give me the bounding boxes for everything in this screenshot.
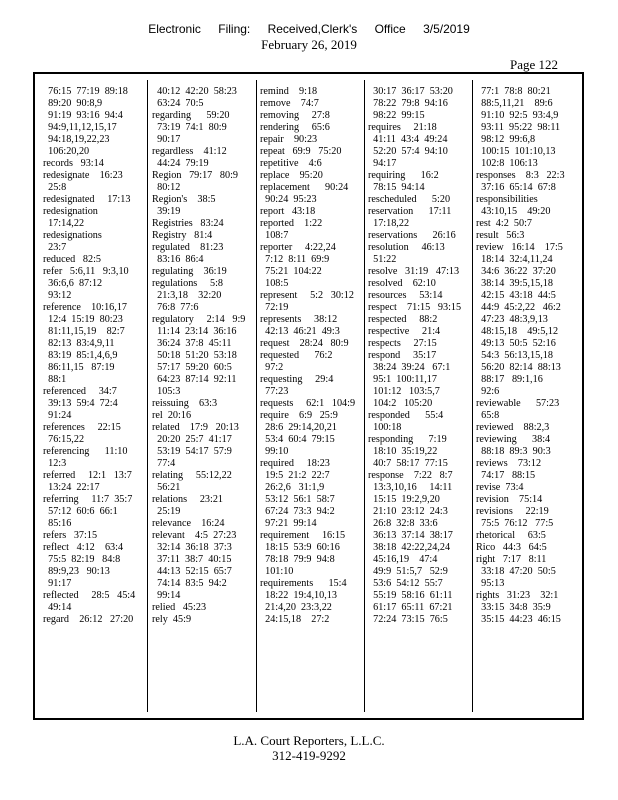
- index-entry: requesting 29:4: [260, 374, 334, 385]
- index-entry: referencing 11:10: [43, 446, 128, 457]
- index-entry: 36:24 37:8 45:11: [152, 338, 232, 349]
- index-entry: 26:2,6 31:1,9: [260, 482, 325, 493]
- filing-header: [0, 22, 618, 36]
- index-entry: responding 7:19: [368, 434, 447, 445]
- index-entry: related 17:9 20:13: [152, 422, 239, 433]
- index-entry: 91:24: [43, 410, 72, 421]
- index-entry: redesignated 17:13: [43, 194, 131, 205]
- index-entry: 63:24 70:5: [152, 98, 204, 109]
- index-entry: 23:7: [43, 242, 67, 253]
- index-entry: 55:19 58:16 61:11: [368, 590, 453, 601]
- index-entry: 30:17 36:17 53:20: [368, 86, 453, 97]
- index-entry: rights 31:23 32:1: [476, 590, 559, 601]
- column-divider: [147, 80, 148, 712]
- index-entry: requiring 16:2: [368, 170, 439, 181]
- index-column-3: [260, 86, 360, 714]
- index-entry: requires 21:18: [368, 122, 437, 133]
- index-entry: refer 5:6,11 9:3,10: [43, 266, 129, 277]
- header-electronic: Electronic: [148, 22, 201, 36]
- index-entry: 7:12 8:11 69:9: [260, 254, 330, 265]
- index-entry: 88:1: [43, 374, 67, 385]
- index-entry: 44:9 45:2,22 46:2: [476, 302, 561, 313]
- index-entry: regulations 5:8: [152, 278, 224, 289]
- index-entry: 25:19: [152, 506, 181, 517]
- index-entry: regulatory 2:14 9:9: [152, 314, 246, 325]
- index-entry: 49:14: [43, 602, 72, 613]
- index-entry: 21:3,18 32:20: [152, 290, 222, 301]
- index-entry: 77:23: [260, 386, 289, 397]
- index-entry: replace 95:20: [260, 170, 323, 181]
- index-entry: 37:11 38:7 40:15: [152, 554, 232, 565]
- index-entry: 78:18 79:9 94:8: [260, 554, 335, 565]
- index-entry: 53:19 54:17 57:9: [152, 446, 232, 457]
- index-entry: resources 53:14: [368, 290, 443, 301]
- index-entry: 86:11,15 87:19: [43, 362, 115, 373]
- index-entry: 26:8 32:8 33:6: [368, 518, 438, 529]
- index-entry: reissuing 63:3: [152, 398, 218, 409]
- index-entry: 108:7: [260, 230, 289, 241]
- index-entry: redesignations: [43, 230, 102, 241]
- index-entry: 57:17 59:20 60:5: [152, 362, 232, 373]
- index-entry: 108:5: [260, 278, 289, 289]
- page-number: Page 122: [509, 57, 558, 72]
- index-entry: regarding 59:20: [152, 110, 230, 121]
- index-entry: 36:13 37:14 38:17: [368, 530, 453, 541]
- index-entry: remove 74:7: [260, 98, 319, 109]
- index-entry: regulated 81:23: [152, 242, 224, 253]
- index-entry: right 7:17 8:11: [476, 554, 547, 565]
- footer-phone: 312-419-9292: [272, 748, 346, 763]
- index-entry: 18:14 32:4,11,24: [476, 254, 553, 265]
- index-entry: respect 71:15 93:15: [368, 302, 462, 313]
- index-entry: 97:2: [260, 362, 284, 373]
- index-entry: reservation 17:11: [368, 206, 452, 217]
- index-entry: 18:10 35:19,22: [368, 446, 438, 457]
- index-entry: 39:19: [152, 206, 181, 217]
- index-entry: referenced 34:7: [43, 386, 117, 397]
- index-entry: 56:20 82:14 88:13: [476, 362, 561, 373]
- index-entry: 98:12 99:6,8: [476, 134, 536, 145]
- index-entry: 72:24 73:15 76:5: [368, 614, 448, 625]
- index-entry: 53:6 54:12 55:7: [368, 578, 443, 589]
- index-entry: required 18:23: [260, 458, 330, 469]
- header-filing: Filing:: [218, 22, 251, 36]
- index-entry: 77:1 78:8 80:21: [476, 86, 551, 97]
- index-entry: requirement 16:15: [260, 530, 346, 541]
- index-entry: 57:12 60:6 66:1: [43, 506, 118, 517]
- index-entry: reviewing 38:4: [476, 434, 551, 445]
- index-entry: 90:24 95:23: [260, 194, 317, 205]
- index-entry: 44:13 52:15 65:7: [152, 566, 232, 577]
- index-entry: 105:3: [152, 386, 181, 397]
- index-entry: 25:8: [43, 182, 67, 193]
- index-entry: 74:14 83:5 94:2: [152, 578, 227, 589]
- index-entry: Region 79:17 80:9: [152, 170, 239, 181]
- index-entry: refers 37:15: [43, 530, 98, 541]
- index-entry: 24:15,18 27:2: [260, 614, 330, 625]
- index-entry: 88:18 89:3 90:3: [476, 446, 551, 457]
- index-entry: 78:15 94:14: [368, 182, 425, 193]
- index-entry: 81:11,15,19 82:7: [43, 326, 125, 337]
- index-entry: respects 27:15: [368, 338, 437, 349]
- index-entry: 13:3,10,16 14:11: [368, 482, 453, 493]
- index-entry: 32:14 36:18 37:3: [152, 542, 232, 553]
- index-entry: responded 55:4: [368, 410, 444, 421]
- index-entry: 48:15,18 49:5,12: [476, 326, 559, 337]
- index-entry: redesignate 16:23: [43, 170, 123, 181]
- index-entry: 15:15 19:2,9,20: [368, 494, 440, 505]
- footer-firm: L.A. Court Reporters, L.L.C.: [233, 733, 385, 748]
- index-entry: 33:15 34:8 35:9: [476, 602, 551, 613]
- index-entry: 89:9,23 90:13: [43, 566, 110, 577]
- index-entry: referred 12:1 13:7: [43, 470, 132, 481]
- index-entry: Registries 83:24: [152, 218, 224, 229]
- index-entry: revision 75:14: [476, 494, 543, 505]
- index-entry: rel 20:16: [152, 410, 192, 421]
- index-entry: 72:19: [260, 302, 289, 313]
- index-entry: 83:16 86:4: [152, 254, 204, 265]
- index-entry: 74:17 88:15: [476, 470, 536, 481]
- index-column-4: [368, 86, 468, 714]
- index-entry: responses 8:3 22:3: [476, 170, 565, 181]
- index-entry: response 7:22 8:7: [368, 470, 453, 481]
- index-entry: 12:3: [43, 458, 67, 469]
- index-entry: reference 10:16,17: [43, 302, 128, 313]
- index-entry: 38:14 39:5,15,18: [476, 278, 553, 289]
- index-entry: reduced 82:5: [43, 254, 101, 265]
- index-entry: 47:23 48:3,9,13: [476, 314, 548, 325]
- transcript-date: February 26, 2019: [261, 37, 357, 52]
- index-entry: 82:13 83:4,9,11: [43, 338, 115, 349]
- index-entry: 36:6,6 87:12: [43, 278, 103, 289]
- index-entry: 61:17 65:11 67:21: [368, 602, 453, 613]
- index-entry: 102:8 106:13: [476, 158, 538, 169]
- index-entry: 93:12: [43, 290, 72, 301]
- index-entry: 21:10 23:12 24:3: [368, 506, 448, 517]
- index-entry: replacement 90:24: [260, 182, 349, 193]
- index-entry: 18:22 19:4,10,13: [260, 590, 337, 601]
- index-entry: 20:20 25:7 41:17: [152, 434, 232, 445]
- index-entry: reflected 28:5 45:4: [43, 590, 136, 601]
- index-entry: 91:19 93:16 94:4: [43, 110, 123, 121]
- index-entry: 42:13 46:21 49:3: [260, 326, 340, 337]
- index-entry: 88:17 89:1,16: [476, 374, 543, 385]
- index-entry: relating 55:12,22: [152, 470, 232, 481]
- index-entry: 34:6 36:22 37:20: [476, 266, 556, 277]
- index-entry: 94:17: [368, 158, 397, 169]
- index-frame: [33, 72, 584, 720]
- index-entry: remind 9:18: [260, 86, 318, 97]
- index-entry: respected 88:2: [368, 314, 438, 325]
- index-entry: 104:2 105:20: [368, 398, 433, 409]
- index-entry: report 43:18: [260, 206, 316, 217]
- header-date: 3/5/2019: [423, 22, 470, 36]
- index-entry: reviewed 88:2,3: [476, 422, 550, 433]
- index-entry: references 22:15: [43, 422, 121, 433]
- index-entry: redesignation: [43, 206, 98, 217]
- index-entry: 35:15 44:23 46:15: [476, 614, 561, 625]
- index-entry: 56:21: [152, 482, 181, 493]
- index-entry: resolve 31:19 47:13: [368, 266, 460, 277]
- index-entry: reported 1:22: [260, 218, 323, 229]
- index-entry: reviewable 57:23: [476, 398, 560, 409]
- index-entry: 98:22 99:15: [368, 110, 425, 121]
- index-entry: 77:4: [152, 458, 176, 469]
- index-entry: requested 76:2: [260, 350, 333, 361]
- index-entry: 76:15,22: [43, 434, 85, 445]
- index-entry: 38:18 42:22,24,24: [368, 542, 451, 553]
- index-entry: relevance 16:24: [152, 518, 225, 529]
- index-entry: 49:13 50:5 52:16: [476, 338, 556, 349]
- index-entry: 92:6: [476, 386, 500, 397]
- index-entry: review 16:14 17:5: [476, 242, 563, 253]
- index-entry: rest 4:2 50:7: [476, 218, 533, 229]
- index-entry: relevant 4:5 27:23: [152, 530, 237, 541]
- index-entry: result 56:3: [476, 230, 525, 241]
- index-entry: respond 35:17: [368, 350, 437, 361]
- index-entry: 51:22: [368, 254, 397, 265]
- index-entry: 18:15 53:9 60:16: [260, 542, 340, 553]
- index-entry: 91:17: [43, 578, 72, 589]
- index-entry: requirements 15:4: [260, 578, 347, 589]
- index-entry: 13:24 22:17: [43, 482, 100, 493]
- index-entry: 52:20 57:4 94:10: [368, 146, 448, 157]
- index-entry: 94:18,19,22,23: [43, 134, 110, 145]
- index-entry: resolution 46:13: [368, 242, 445, 253]
- index-entry: repeat 69:9 75:20: [260, 146, 342, 157]
- index-entry: 45:16,19 47:4: [368, 554, 438, 565]
- index-entry: removing 27:8: [260, 110, 330, 121]
- index-entry: repair 90:23: [260, 134, 318, 145]
- index-entry: 90:17: [152, 134, 181, 145]
- index-entry: 39:13 59:4 72:4: [43, 398, 118, 409]
- index-column-5: [476, 86, 576, 714]
- index-entry: 43:10,15 49:20: [476, 206, 551, 217]
- index-entry: 100:15 101:10,13: [476, 146, 556, 157]
- index-entry: 85:16: [43, 518, 72, 529]
- column-divider: [472, 80, 473, 712]
- index-entry: reflect 4:12 63:4: [43, 542, 124, 553]
- index-entry: 95:1 100:11,17: [368, 374, 437, 385]
- index-entry: 100:18: [368, 422, 402, 433]
- index-entry: 42:15 43:18 44:5: [476, 290, 556, 301]
- index-entry: represents 38:12: [260, 314, 338, 325]
- index-entry: reporter 4:22,24: [260, 242, 336, 253]
- index-entry: 65:8: [476, 410, 500, 421]
- index-entry: rhetorical 63:5: [476, 530, 546, 541]
- index-entry: regulating 36:19: [152, 266, 227, 277]
- index-entry: 94:9,11,12,15,17: [43, 122, 117, 133]
- index-entry: 106:20,20: [43, 146, 90, 157]
- index-entry: 75:5 82:19 84:8: [43, 554, 121, 565]
- index-entry: 99:10: [260, 446, 289, 457]
- index-column-1: [43, 86, 143, 714]
- index-entry: 17:18,22: [368, 218, 410, 229]
- index-entry: repetitive 4:6: [260, 158, 322, 169]
- index-entry: 97:21 99:14: [260, 518, 317, 529]
- index-entry: 21:4,20 23:3,22: [260, 602, 332, 613]
- index-entry: request 28:24 80:9: [260, 338, 349, 349]
- index-entry: respective 21:4: [368, 326, 441, 337]
- index-entry: rely 45:9: [152, 614, 192, 625]
- index-entry: 101:12 103:5,7: [368, 386, 440, 397]
- index-entry: 37:16 65:14 67:8: [476, 182, 556, 193]
- column-divider: [256, 80, 257, 712]
- index-entry: 93:11 95:22 98:11: [476, 122, 561, 133]
- header-received: Received,Clerk's: [267, 22, 358, 36]
- index-entry: 11:14 23:14 36:16: [152, 326, 237, 337]
- index-entry: 91:10 92:5 93:4,9: [476, 110, 559, 121]
- index-entry: requests 62:1 104:9: [260, 398, 356, 409]
- index-entry: 40:12 42:20 58:23: [152, 86, 237, 97]
- index-entry: 53:12 56:1 58:7: [260, 494, 335, 505]
- index-entry: rescheduled 5:20: [368, 194, 451, 205]
- index-entry: reviews 73:12: [476, 458, 542, 469]
- index-entry: 50:18 51:20 53:18: [152, 350, 237, 361]
- index-entry: 41:11 43:4 49:24: [368, 134, 448, 145]
- index-entry: 44:24 79:19: [152, 158, 209, 169]
- index-entry: 17:14,22: [43, 218, 85, 229]
- index-entry: 53:4 60:4 79:15: [260, 434, 335, 445]
- index-entry: 54:3 56:13,15,18: [476, 350, 553, 361]
- index-entry: revise 73:4: [476, 482, 524, 493]
- index-entry: 19:5 21:2 22:7: [260, 470, 330, 481]
- column-divider: [364, 80, 365, 712]
- index-entry: relied 45:23: [152, 602, 207, 613]
- index-entry: responsibilities: [476, 194, 538, 205]
- index-entry: 40:7 58:17 77:15: [368, 458, 448, 469]
- index-entry: referring 11:7 35:7: [43, 494, 133, 505]
- index-entry: resolved 62:10: [368, 278, 436, 289]
- index-entry: 73:19 74:1 80:9: [152, 122, 227, 133]
- header-office: Office: [374, 22, 406, 36]
- index-entry: require 6:9 25:9: [260, 410, 338, 421]
- index-entry: 99:14: [152, 590, 181, 601]
- index-entry: reservations 26:16: [368, 230, 456, 241]
- index-entry: Registry 81:4: [152, 230, 213, 241]
- index-entry: regardless 41:12: [152, 146, 227, 157]
- index-entry: revisions 22:19: [476, 506, 549, 517]
- index-entry: Region's 38:5: [152, 194, 216, 205]
- index-entry: 64:23 87:14 92:11: [152, 374, 237, 385]
- index-entry: 67:24 73:3 94:2: [260, 506, 335, 517]
- index-column-2: [152, 86, 252, 714]
- index-entry: relations 23:21: [152, 494, 224, 505]
- index-entry: records 93:14: [43, 158, 104, 169]
- index-entry: 49:9 51:5,7 52:9: [368, 566, 448, 577]
- index-entry: 83:19 85:1,4,6,9: [43, 350, 118, 361]
- index-entry: 75:21 104:22: [260, 266, 322, 277]
- index-entry: represent 5:2 30:12: [260, 290, 354, 301]
- index-entry: 78:22 79:8 94:16: [368, 98, 448, 109]
- index-entry: 38:24 39:24 67:1: [368, 362, 451, 373]
- index-entry: regard 26:12 27:20: [43, 614, 134, 625]
- index-entry: 33:18 47:20 50:5: [476, 566, 556, 577]
- index-entry: Rico 44:3 64:5: [476, 542, 547, 553]
- index-entry: 75:5 76:12 77:5: [476, 518, 554, 529]
- index-entry: 95:13: [476, 578, 505, 589]
- index-entry: 76:15 77:19 89:18: [43, 86, 128, 97]
- index-entry: rendering 65:6: [260, 122, 330, 133]
- index-entry: 28:6 29:14,20,21: [260, 422, 337, 433]
- index-entry: 76:8 77:6: [152, 302, 199, 313]
- index-entry: 89:20 90:8,9: [43, 98, 103, 109]
- index-entry: 101:10: [260, 566, 294, 577]
- index-entry: 12:4 15:19 80:23: [43, 314, 123, 325]
- index-entry: 80:12: [152, 182, 181, 193]
- index-entry: 88:5,11,21 89:6: [476, 98, 553, 109]
